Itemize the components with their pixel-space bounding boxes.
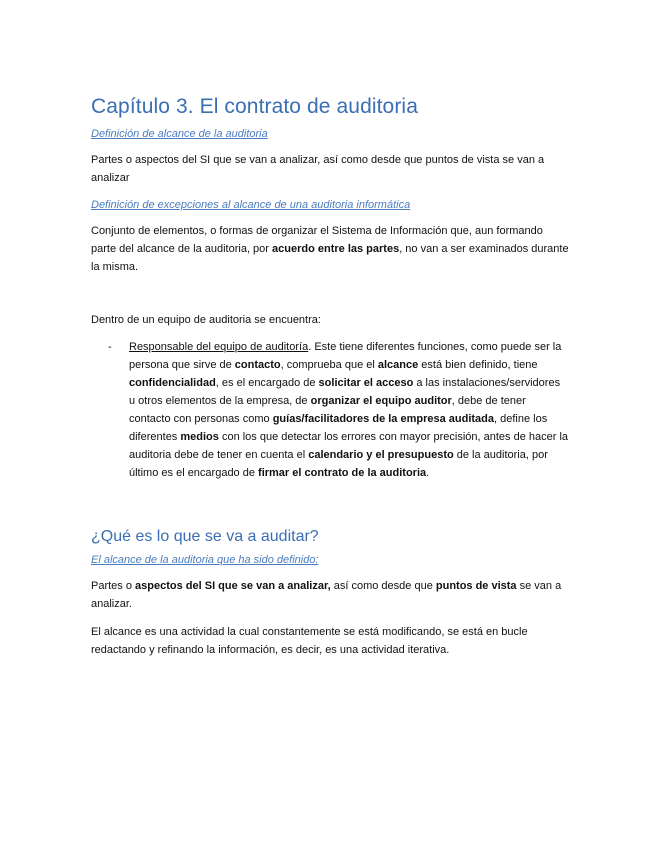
chapter-title: Capítulo 3. El contrato de auditoria bbox=[91, 95, 418, 118]
list-bullet: - bbox=[108, 341, 112, 353]
list-item-responsable: - Responsable del equipo de auditoría. Este tiene diferentes funciones, como puede ser la persona que sirve de contacto, comprueba que el alcance está bien definido, tiene confidencialidad, es el encargado de solicitar el acceso a las instalaciones/servidores u otros elementos de la empresa, de organizar el equipo auditor, debe de tener contacto con personas como guías/facilitadores de la empresa auditada, define los diferentes medios con los que detectar los errores con mayor precisión, antes de hacer la auditoria debe de tener en cuenta el calendario y el presupuesto de la auditoria, por último es el encargado de firmar el contrato de la auditoria. bbox=[91, 338, 569, 482]
def-excepciones-text: Conjunto de elementos, o formas de organizar el Sistema de Información que, aun formando parte del alcance de la auditoria, por acuerdo entre las partes, no van a ser examinados durante la misma. bbox=[91, 225, 569, 273]
document-page bbox=[91, 93, 569, 659]
section-subheading: El alcance de la auditoria que ha sido definido: bbox=[91, 554, 319, 566]
def-alcance-text: Partes o aspectos del SI que se van a analizar, así como desde que puntos de vista se van a analizar bbox=[91, 154, 545, 184]
section-title: ¿Qué es lo que se va a auditar? bbox=[91, 528, 319, 545]
section-paragraph-2: El alcance es una actividad la cual constantemente se está modificando, se está en bucle redactando y refinando la información, es decir, es una actividad iterativa. bbox=[91, 626, 528, 656]
def-alcance-heading: Definición de alcance de la auditoria bbox=[91, 128, 268, 140]
def-excepciones-heading: Definición de excepciones al alcance de una auditoria informática bbox=[91, 199, 411, 211]
equipo-intro: Dentro de un equipo de auditoria se encuentra: bbox=[91, 314, 321, 326]
section-paragraph-1: Partes o aspectos del SI que se van a analizar, así como desde que puntos de vista se van a analizar. bbox=[91, 580, 562, 610]
